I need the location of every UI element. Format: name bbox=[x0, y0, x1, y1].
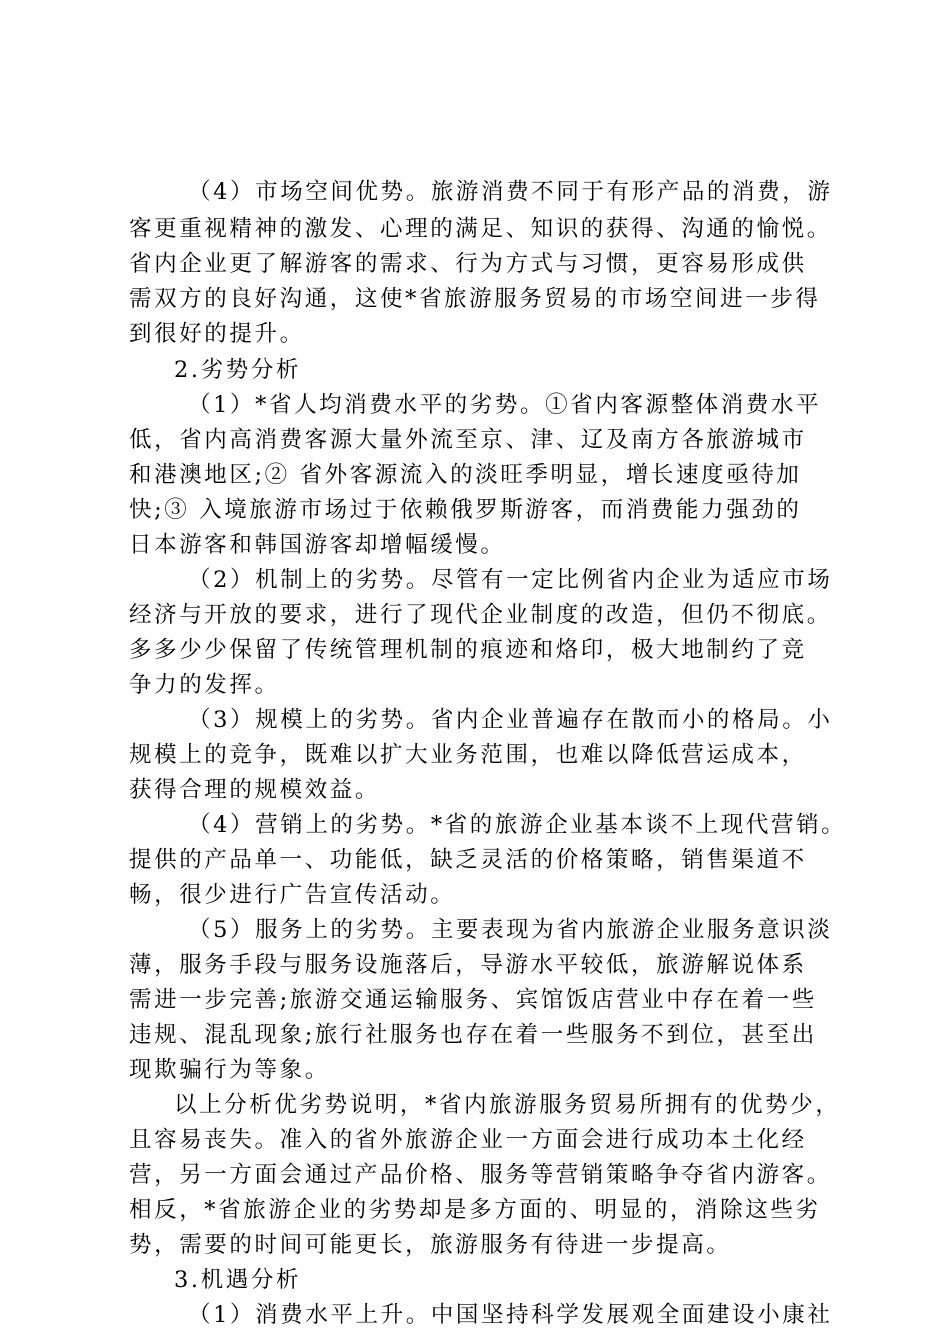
text-line: 薄，服务手段与服务设施落后，导游水平较低，旅游解说体系 bbox=[129, 952, 807, 978]
text-line: 日本游客和韩国游客却增幅缓慢。 bbox=[129, 532, 506, 558]
text-line: 客更重视精神的激发、心理的满足、知识的获得、沟通的愉悦。 bbox=[129, 216, 832, 242]
text-line: 营，另一方面会通过产品价格、服务等营销策略争夺省内游客。 bbox=[129, 1162, 832, 1188]
text-line: 势，需要的时间可能更长，旅游服务有待进一步提高。 bbox=[129, 1232, 732, 1258]
text-line: 规模上的竞争，既难以扩大业务范围，也难以降低营运成本， bbox=[129, 742, 807, 768]
text-line: （4）营销上的劣势。*省的旅游企业基本谈不上现代营销。 bbox=[188, 812, 847, 838]
text-line: 快;③ 入境旅游市场过于依赖俄罗斯游客，而消费能力强劲的 bbox=[129, 497, 802, 523]
text-line: 需进一步完善;旅游交通运输服务、宾馆饭店营业中存在着一些 bbox=[129, 987, 817, 1013]
text-line: （1）*省人均消费水平的劣势。①省内客源整体消费水平 bbox=[188, 392, 822, 418]
text-line: 畅，很少进行广告宣传活动。 bbox=[129, 882, 456, 908]
text-line: （4）市场空间优势。旅游消费不同于有形产品的消费，游 bbox=[188, 179, 833, 205]
text-line: （1）消费水平上升。中国坚持科学发展观全面建设小康社 bbox=[188, 1302, 833, 1328]
text-line: 违规、混乱现象;旅行社服务也存在着一些服务不到位，甚至出 bbox=[129, 1022, 817, 1048]
section-heading: 2.劣势分析 bbox=[174, 357, 302, 383]
section-heading: 3.机遇分析 bbox=[174, 1267, 302, 1293]
text-line: （2）机制上的劣势。尽管有一定比例省内企业为适应市场 bbox=[188, 567, 833, 593]
text-line: （3）规模上的劣势。省内企业普遍存在散而小的格局。小 bbox=[188, 707, 833, 733]
text-line: 获得合理的规模效益。 bbox=[129, 777, 381, 803]
text-line: 经济与开放的要求，进行了现代企业制度的改造，但仍不彻底。 bbox=[129, 602, 832, 628]
text-line: 相反，*省旅游企业的劣势却是多方面的、明显的，消除这些劣 bbox=[129, 1197, 821, 1223]
text-line: 到很好的提升。 bbox=[129, 321, 305, 347]
text-line: 提供的产品单一、功能低，缺乏灵活的价格策略，销售渠道不 bbox=[129, 847, 807, 873]
text-line: 和港澳地区;② 省外客源流入的淡旺季明显，增长速度亟待加 bbox=[129, 462, 802, 488]
text-line: 且容易丧失。准入的省外旅游企业一方面会进行成功本土化经 bbox=[129, 1127, 807, 1153]
text-line: 需双方的良好沟通，这使*省旅游服务贸易的市场空间进一步得 bbox=[129, 286, 821, 312]
text-line: （5）服务上的劣势。主要表现为省内旅游企业服务意识淡 bbox=[188, 917, 833, 943]
text-line: 现欺骗行为等象。 bbox=[129, 1057, 330, 1083]
text-line: 省内企业更了解游客的需求、行为方式与习惯，更容易形成供 bbox=[129, 251, 807, 277]
text-line: 多多少少保留了传统管理机制的痕迹和烙印，极大地制约了竞 bbox=[129, 637, 807, 663]
text-line: 低，省内高消费客源大量外流至京、津、辽及南方各旅游城市 bbox=[129, 427, 807, 453]
text-line: 争力的发挥。 bbox=[129, 672, 280, 698]
text-line: 以上分析优劣势说明，*省内旅游服务贸易所拥有的优势少， bbox=[174, 1092, 841, 1118]
